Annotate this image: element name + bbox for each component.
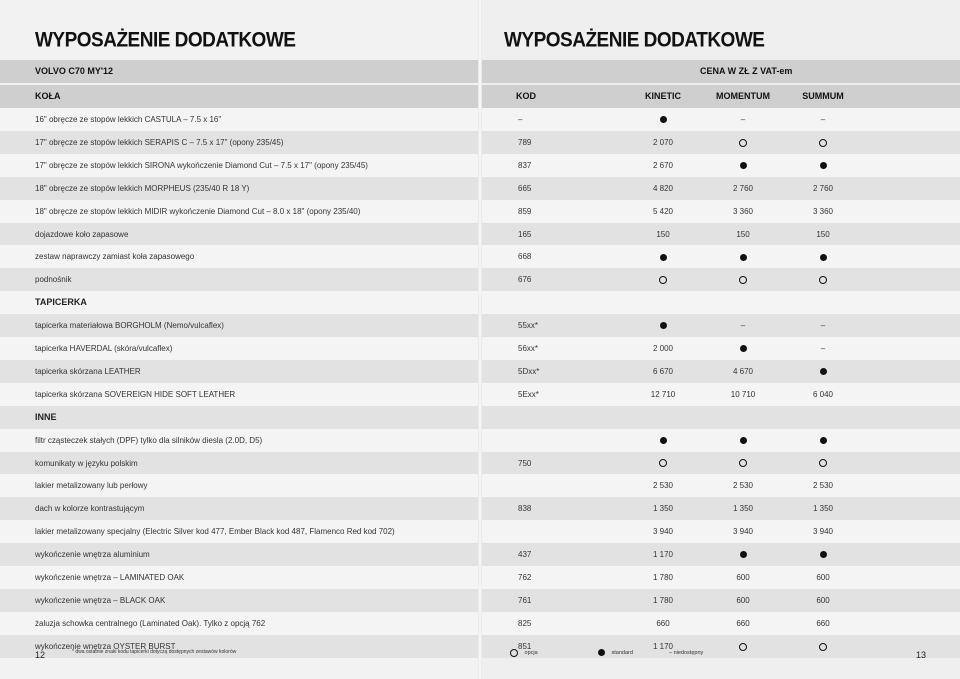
code-cell: 437 (518, 550, 532, 560)
price-cell: 1 350 (812, 504, 834, 514)
price-cell: 3 940 (732, 527, 754, 537)
price-cell: 4 820 (652, 183, 674, 193)
option-circle-cell (800, 452, 846, 475)
standard-dot-cell (800, 154, 846, 177)
price-cell: 600 (736, 595, 750, 605)
section-title: INNE (35, 411, 57, 422)
standard-dot-cell (800, 360, 846, 383)
item-name: wykończenie wnętrza – BLACK OAK (35, 595, 166, 605)
code-cell: 5Exx* (518, 389, 539, 399)
open-circle-icon (819, 643, 827, 651)
unavailable-cell: – (740, 115, 746, 124)
option-circle-cell (800, 131, 846, 154)
price-cell: 1 170 (652, 641, 674, 651)
unavailable-cell: – (820, 344, 826, 353)
legend-unavailable-label: – niedostępny (669, 650, 704, 656)
price-note: CENA W ZŁ Z VAT-em (700, 66, 793, 76)
column-header-momentum: MOMENTUM (716, 91, 770, 101)
option-circle-cell (800, 268, 846, 291)
column-header-code: KOD (516, 91, 536, 101)
item-name: żaluzja schowka centralnego (Laminated Oak). Tylko z opcją 762 (35, 618, 266, 628)
price-cell: 150 (816, 229, 830, 239)
code-cell: 56xx* (518, 344, 539, 353)
page-gutter (478, 0, 482, 679)
filled-circle-icon (660, 116, 667, 123)
item-name: 16" obręcze ze stopów lekkich CASTULA – 7.5 x 16" (35, 115, 222, 124)
open-circle-icon (659, 459, 667, 467)
price-cell: 2 670 (652, 160, 674, 170)
code-cell: 750 (518, 458, 532, 468)
open-circle-icon (659, 276, 667, 284)
price-cell: 660 (736, 618, 750, 628)
price-cell: 6 040 (812, 389, 834, 399)
price-cell: 6 670 (652, 366, 674, 376)
legend-option (510, 649, 538, 657)
standard-dot-cell (720, 429, 766, 452)
code-cell: 825 (518, 618, 532, 628)
item-name: 18" obręcze ze stopów lekkich MIDIR wykończenie Diamond Cut – 8.0 x 18" (opony 235/40) (35, 206, 361, 216)
code-cell: 837 (518, 160, 532, 170)
right-page-title: WYPOSAŻENIE DODATKOWE (504, 28, 765, 52)
option-circle-cell (720, 131, 766, 154)
option-circle-cell (720, 635, 766, 658)
item-name: dach w kolorze kontrastującym (35, 504, 145, 514)
filled-circle-icon (820, 368, 827, 375)
filled-circle-icon (660, 437, 667, 444)
section-title: TAPICERKA (35, 297, 87, 308)
item-name: wykończenie wnętrza aluminium (35, 550, 150, 560)
column-header-summum: SUMMUM (802, 91, 844, 101)
price-cell: 2 530 (812, 481, 834, 491)
filled-circle-icon (598, 649, 605, 656)
code-cell: 859 (518, 206, 532, 216)
open-circle-icon (819, 139, 827, 147)
legend-standard (598, 649, 633, 657)
item-name: tapicerka skórzana LEATHER (35, 366, 141, 376)
column-header-kinetic: KINETIC (645, 91, 681, 101)
filled-circle-icon (820, 551, 827, 558)
item-name: filtr cząsteczek stałych (DPF) tylko dla silników diesla (2.0D, D5) (35, 435, 263, 445)
price-cell: 1 170 (652, 550, 674, 560)
open-circle-icon (739, 459, 747, 467)
option-circle-cell (720, 452, 766, 475)
filled-circle-icon (740, 437, 747, 444)
filled-circle-icon (740, 345, 747, 352)
item-name: lakier metalizowany specjalny (Electric Silver kod 477, Ember Black kod 487, Flamenco Red kod 702) (35, 527, 395, 537)
item-name: dojazdowe koło zapasowe (35, 229, 129, 239)
left-page-title: WYPOSAŻENIE DODATKOWE (35, 28, 296, 52)
price-cell: 600 (736, 573, 750, 582)
standard-dot-cell (720, 337, 766, 360)
standard-dot-cell (640, 108, 686, 131)
code-cell: 838 (518, 504, 532, 514)
price-cell: 600 (816, 573, 830, 582)
price-cell: 150 (736, 229, 750, 239)
filled-circle-icon (740, 162, 747, 169)
price-cell: 1 780 (652, 573, 674, 582)
price-cell: 3 940 (652, 527, 674, 537)
standard-dot-cell (720, 245, 766, 268)
filled-circle-icon (820, 162, 827, 169)
price-cell: 600 (816, 595, 830, 605)
standard-dot-cell (640, 429, 686, 452)
price-cell: 4 670 (732, 366, 754, 376)
page-number-left: 12 (35, 650, 46, 660)
filled-circle-icon (740, 254, 747, 261)
open-circle-icon (739, 276, 747, 284)
price-cell: 2 070 (652, 137, 674, 147)
filled-circle-icon (660, 254, 667, 261)
section-header-kola: KOŁA (35, 91, 61, 101)
item-name: zestaw naprawczy zamiast koła zapasowego (35, 252, 195, 262)
price-cell: 1 350 (732, 504, 754, 514)
filled-circle-icon (740, 551, 747, 558)
code-cell: 851 (518, 641, 532, 651)
filled-circle-icon (820, 254, 827, 261)
option-circle-cell (640, 268, 686, 291)
price-cell: 660 (656, 618, 670, 628)
item-name: komunikaty w języku polskim (35, 458, 138, 468)
open-circle-icon (819, 459, 827, 467)
unavailable-cell: – (740, 321, 746, 331)
price-cell: 150 (656, 229, 670, 239)
item-name: tapicerka materiałowa BORGHOLM (Nemo/vulcaflex) (35, 321, 224, 331)
price-cell: 2 530 (732, 481, 754, 491)
standard-dot-cell (640, 314, 686, 337)
code-cell: 789 (518, 137, 532, 147)
open-circle-icon (739, 139, 747, 147)
code-cell: 761 (518, 595, 532, 605)
legend-option-label: opcja (524, 650, 538, 657)
open-circle-icon (739, 643, 747, 651)
filled-circle-icon (820, 437, 827, 444)
open-circle-icon (819, 276, 827, 284)
standard-dot-cell (800, 245, 846, 268)
item-name: 17" obręcze ze stopów lekkich SIRONA wykończenie Diamond Cut – 7.5 x 17" (opony 235/45) (35, 160, 368, 170)
price-cell: 2 000 (652, 344, 674, 353)
price-cell: 3 940 (812, 527, 834, 537)
standard-dot-cell (800, 429, 846, 452)
price-cell: 12 710 (650, 389, 676, 399)
item-name: 17" obręcze ze stopów lekkich SERAPIS C – 7.5 x 17" (opony 235/45) (35, 137, 284, 147)
standard-dot-cell (800, 543, 846, 566)
unavailable-cell: – (820, 321, 826, 331)
standard-dot-cell (640, 245, 686, 268)
code-cell: 5Dxx* (518, 366, 540, 376)
item-name: wykończenie wnętrza – LAMINATED OAK (35, 573, 185, 582)
price-cell: 660 (816, 618, 830, 628)
open-circle-icon (510, 649, 518, 657)
price-cell: 2 760 (812, 183, 834, 193)
price-cell: 3 360 (812, 206, 834, 216)
code-cell: 165 (518, 229, 532, 239)
page-number-right: 13 (916, 650, 927, 660)
item-name: podnośnik (35, 275, 72, 285)
standard-dot-cell (720, 543, 766, 566)
price-cell: 1 350 (652, 504, 674, 514)
item-name: tapicerka skórzana SOVEREIGN HIDE SOFT LEATHER (35, 389, 236, 399)
price-cell: 5 420 (652, 206, 674, 216)
model-label: VOLVO C70 MY'12 (35, 66, 113, 76)
option-circle-cell (640, 452, 686, 475)
legend-unavailable (669, 649, 703, 657)
code-cell: – (518, 115, 523, 124)
item-name: lakier metalizowany lub perłowy (35, 481, 148, 491)
code-cell: 762 (518, 573, 532, 582)
standard-dot-cell (720, 154, 766, 177)
code-cell: 676 (518, 275, 532, 285)
option-circle-cell (720, 268, 766, 291)
item-name: wykończenie wnętrza OYSTER BURST (35, 641, 176, 651)
price-cell: 10 710 (730, 389, 756, 399)
filled-circle-icon (660, 322, 667, 329)
price-cell: 2 530 (652, 481, 674, 491)
price-cell: 1 780 (652, 595, 674, 605)
code-cell: 668 (518, 252, 532, 262)
price-cell: 3 360 (732, 206, 754, 216)
item-name: tapicerka HAVERDAL (skóra/vulcaflex) (35, 344, 173, 353)
legend-standard-label: standard (611, 650, 633, 656)
footnote: * dwa ostatnie znaki kodu tapicerki dotyczą dostępnych zestawów kolorów (72, 649, 237, 655)
code-cell: 55xx* (518, 321, 539, 331)
unavailable-cell: – (820, 115, 826, 124)
code-cell: 665 (518, 183, 532, 193)
option-circle-cell (800, 635, 846, 658)
item-name: 18" obręcze ze stopów lekkich MORPHEUS (235/40 R 18 Y) (35, 183, 250, 193)
price-cell: 2 760 (732, 183, 754, 193)
